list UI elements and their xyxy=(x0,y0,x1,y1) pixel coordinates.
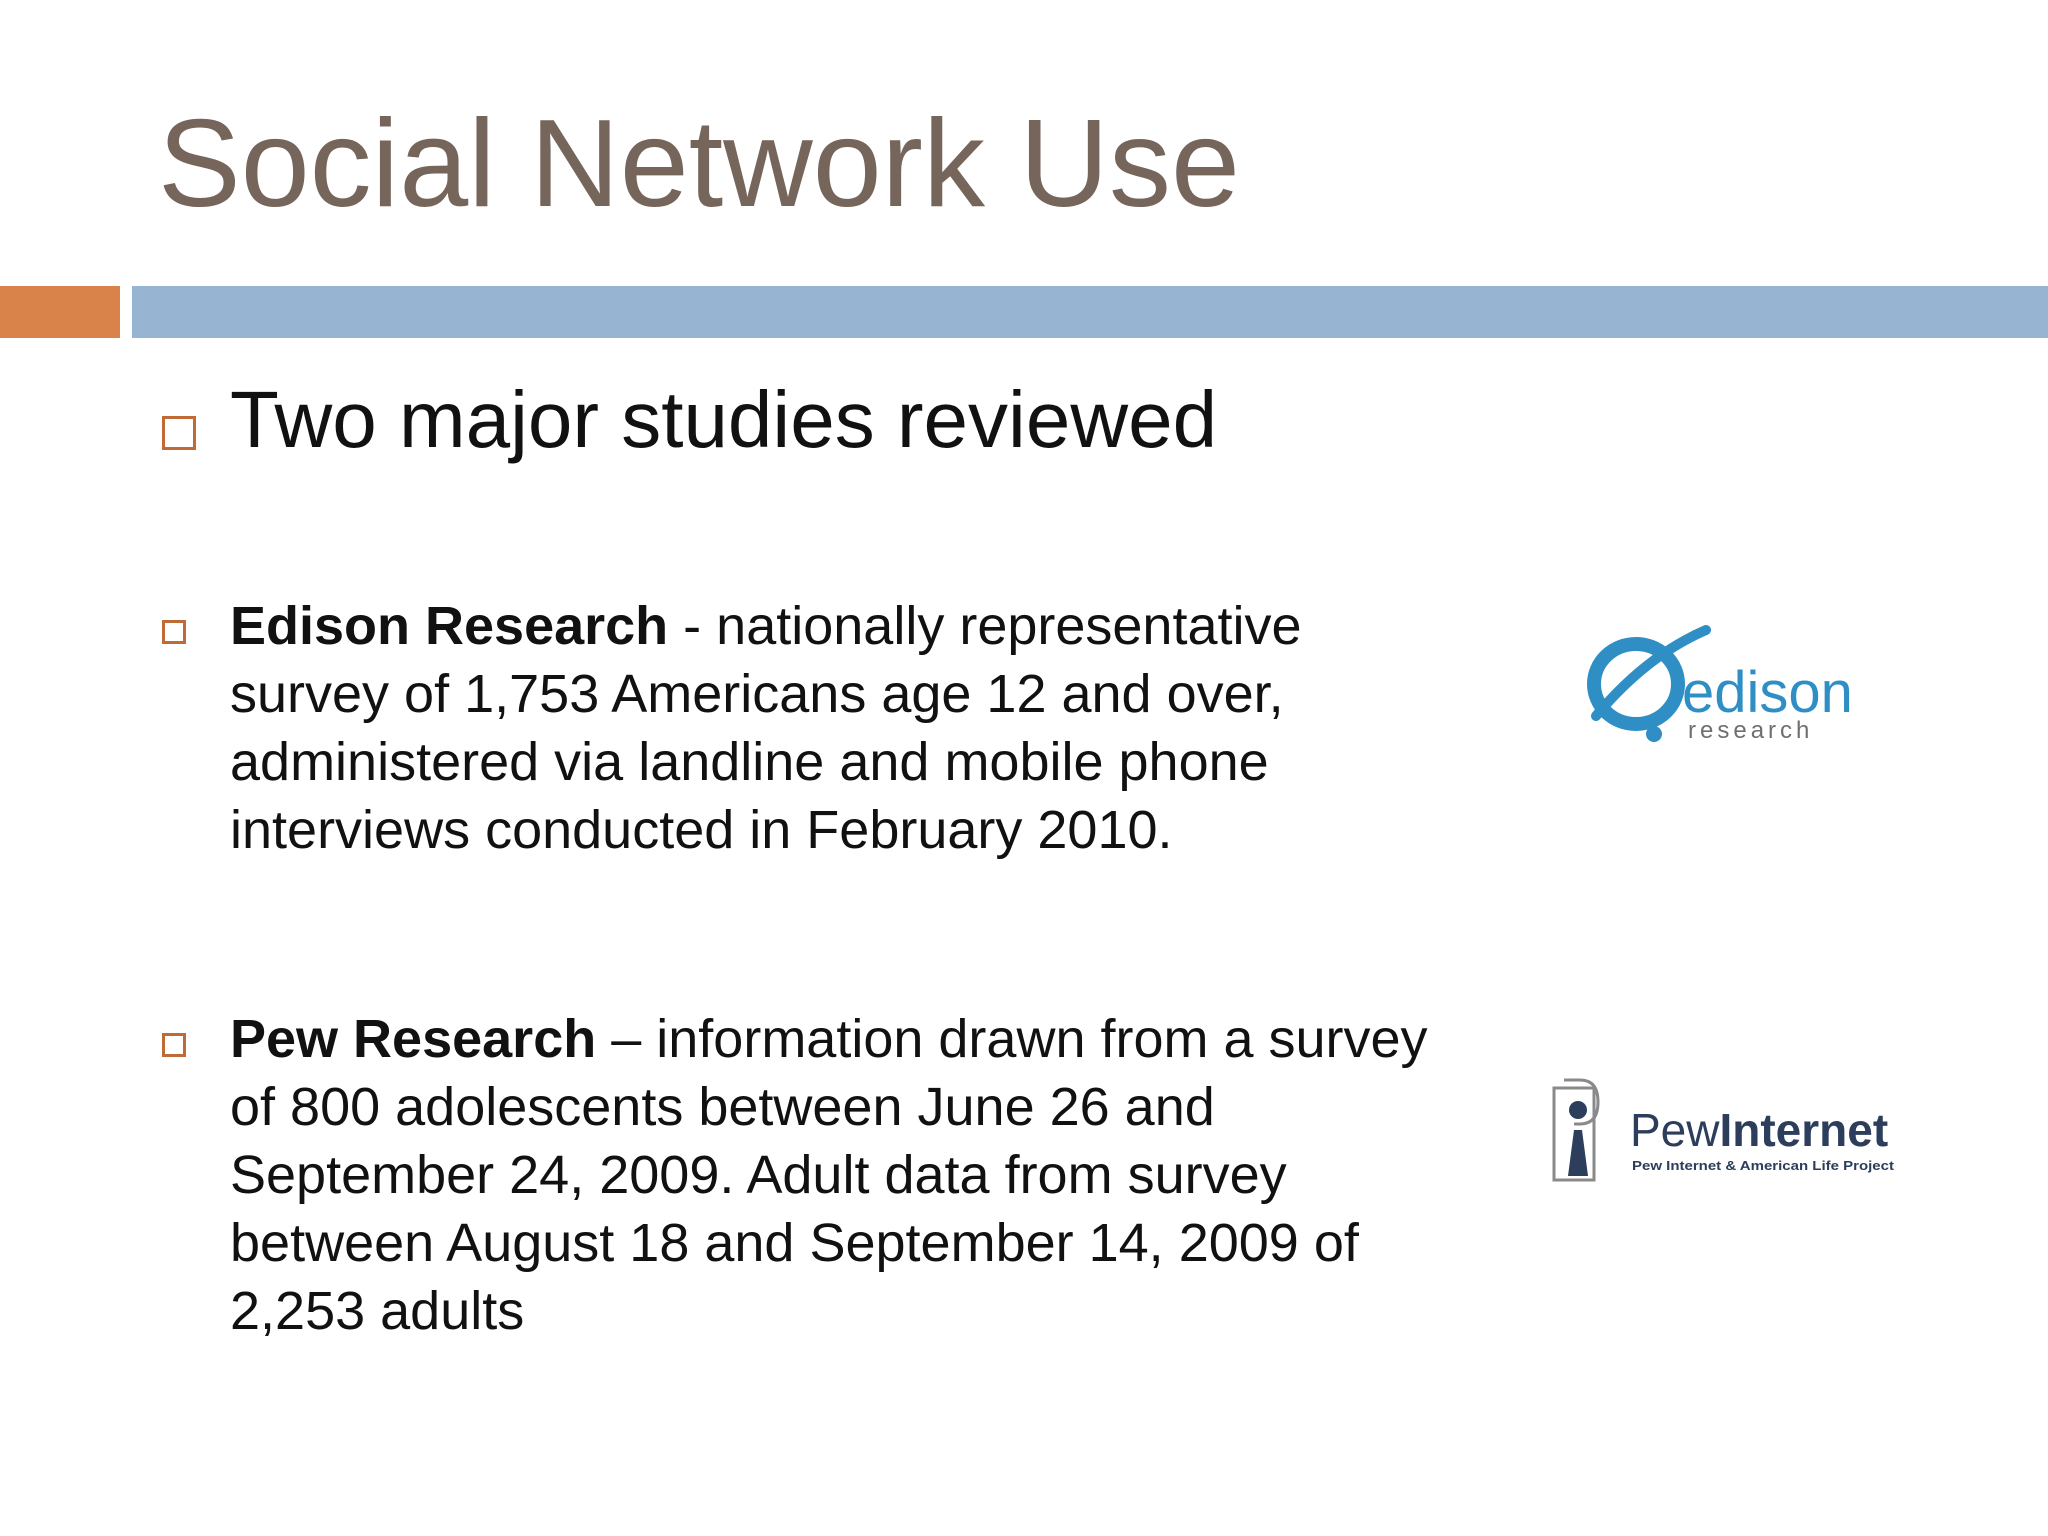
bullet-square-icon xyxy=(162,1033,186,1057)
study-name: Edison Research xyxy=(230,596,669,656)
slide-title: Social Network Use xyxy=(158,95,1240,233)
bullet-square-icon xyxy=(162,620,186,644)
edison-logo-sub: research xyxy=(1688,717,1814,744)
svg-text:PewInternet xyxy=(1630,1104,1888,1156)
pew-logo-word-bold: Internet xyxy=(1719,1104,1889,1156)
title-accent-bar xyxy=(0,286,120,338)
pew-logo-word-light: Pew xyxy=(1630,1104,1720,1156)
edison-logo-word: edison xyxy=(1682,660,1853,725)
study-separator: - xyxy=(668,596,717,656)
study-description: information drawn from a survey of 800 adolescents between June 26 and September 24, 2009. Adult data from survey between August 18 and September 14, 2009 of 2,253 adults xyxy=(230,1009,1428,1341)
study-edison xyxy=(230,592,1440,864)
pew-figure-icon xyxy=(1554,1080,1598,1180)
study-pew xyxy=(230,1005,1440,1345)
main-heading: Two major studies reviewed xyxy=(230,375,1218,464)
bullet-square-icon xyxy=(162,416,196,450)
study-separator: – xyxy=(596,1009,657,1069)
pew-logo-tagline: Pew Internet & American Life Project xyxy=(1632,1158,1895,1173)
study-name: Pew Research xyxy=(230,1009,597,1069)
title-divider-bar xyxy=(132,286,2048,338)
study-description: nationally representative survey of 1,753 Americans age 12 and over, administered via landline and mobile phone interviews conducted in February 2010. xyxy=(230,596,1302,860)
pew-internet-logo xyxy=(1550,1076,1910,1190)
edison-research-logo xyxy=(1576,616,1866,756)
